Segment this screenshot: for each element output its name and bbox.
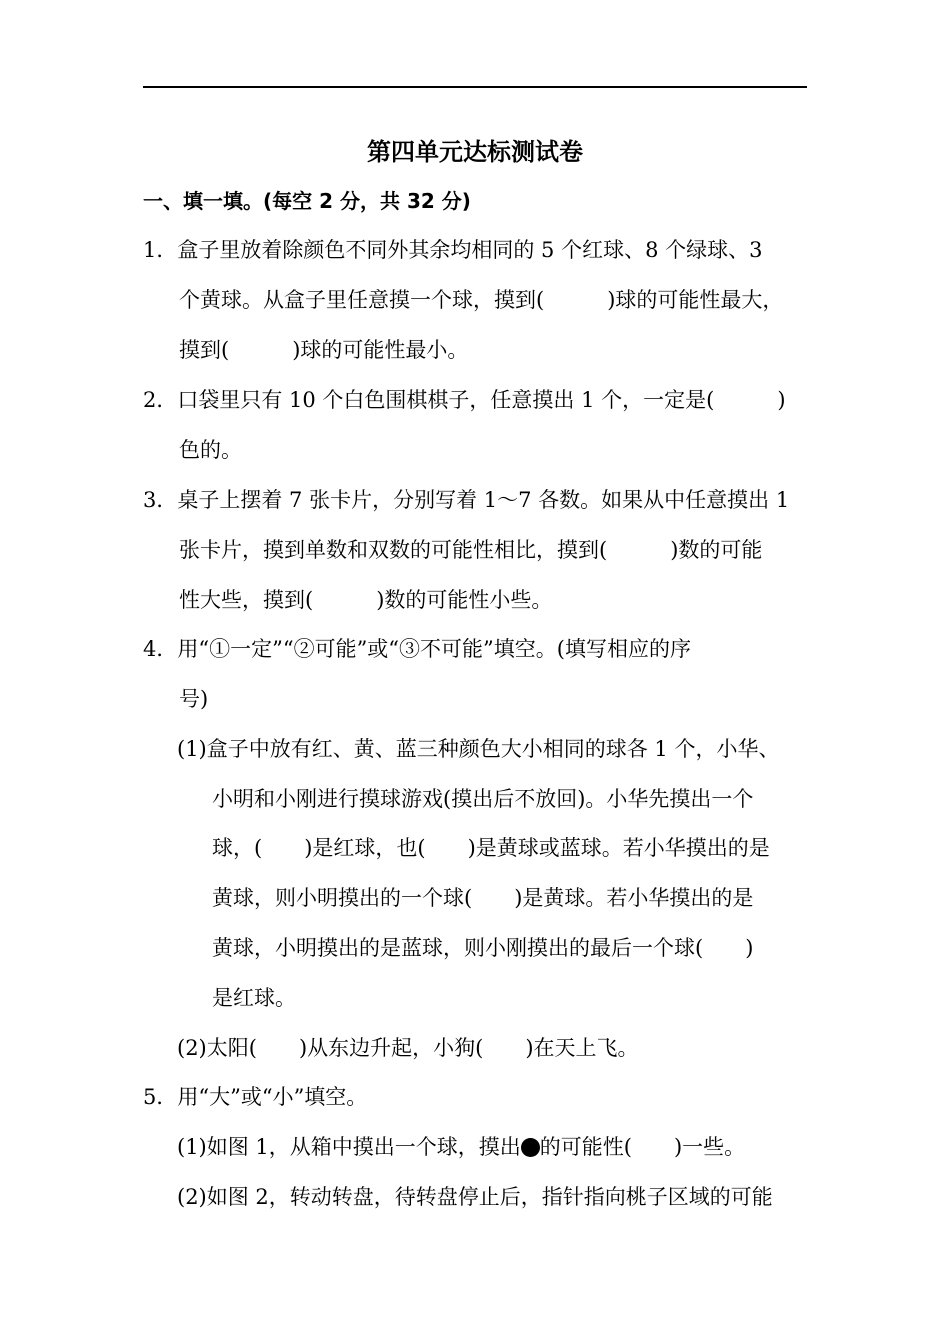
question-3-line-2: 张卡片，摸到单数和双数的可能性相比，摸到( )数的可能: [179, 538, 763, 562]
question-4-sub-1-line-6: 是红球。: [212, 986, 296, 1010]
question-4-line-1: 4．用“①一定”“②可能”或“③不可能”填空。(填写相应的序: [143, 637, 691, 661]
question-5-line-1: 5．用“大”或“小”填空。: [143, 1085, 368, 1109]
section-heading-fill-in: 一、填一填。(每空 2 分，共 32 分): [143, 189, 471, 213]
question-1-line-2: 个黄球。从盒子里任意摸一个球，摸到( )球的可能性最大，: [179, 288, 784, 312]
question-4-sub-1-line-5: 黄球，小明摸出的是蓝球，则小刚摸出的最后一个球( ): [212, 936, 754, 960]
black-circle-icon: [521, 1138, 540, 1157]
question-3-line-1: 3．桌子上摆着 7 张卡片，分别写着 1～7 各数。如果从中任意摸出 1: [143, 488, 790, 512]
question-4-sub-2-line-1: (2)太阳( )从东边升起，小狗( )在天上飞。: [177, 1036, 639, 1060]
question-5-sub-1-text-after: 的可能性( )一些。: [539, 1135, 746, 1159]
question-2-line-2: 色的。: [179, 438, 242, 462]
question-4-sub-1-line-4: 黄球，则小明摸出的一个球( )是黄球。若小华摸出的是: [212, 886, 754, 910]
question-2-line-1: 2．口袋里只有 10 个白色围棋棋子，任意摸出 1 个，一定是( ): [143, 388, 786, 412]
question-1-line-3: 摸到( )球的可能性最小。: [179, 338, 469, 362]
question-4-sub-1-line-2: 小明和小刚进行摸球游戏(摸出后不放回)。小华先摸出一个: [212, 787, 754, 811]
question-5-sub-1-line-1: [177, 1132, 745, 1162]
question-5-sub-2-line-1: (2)如图 2，转动转盘，待转盘停止后，指针指向桃子区域的可能: [177, 1185, 773, 1209]
question-1-line-1: 1．盒子里放着除颜色不同外其余均相同的 5 个红球、8 个绿球、3: [143, 238, 763, 262]
header-rule: [143, 86, 807, 88]
question-4-line-2: 号): [179, 687, 209, 711]
question-4-sub-1-line-1: (1)盒子中放有红、黄、蓝三种颜色大小相同的球各 1 个，小华、: [177, 737, 780, 761]
question-3-line-3: 性大些，摸到( )数的可能性小些。: [179, 588, 553, 612]
question-5-sub-1-text-before: (1)如图 1，从箱中摸出一个球，摸出: [177, 1135, 521, 1159]
page-title: 第四单元达标测试卷: [367, 138, 583, 166]
question-4-sub-1-line-3: 球，( )是红球，也( )是黄球或蓝球。若小华摸出的是: [212, 836, 770, 860]
